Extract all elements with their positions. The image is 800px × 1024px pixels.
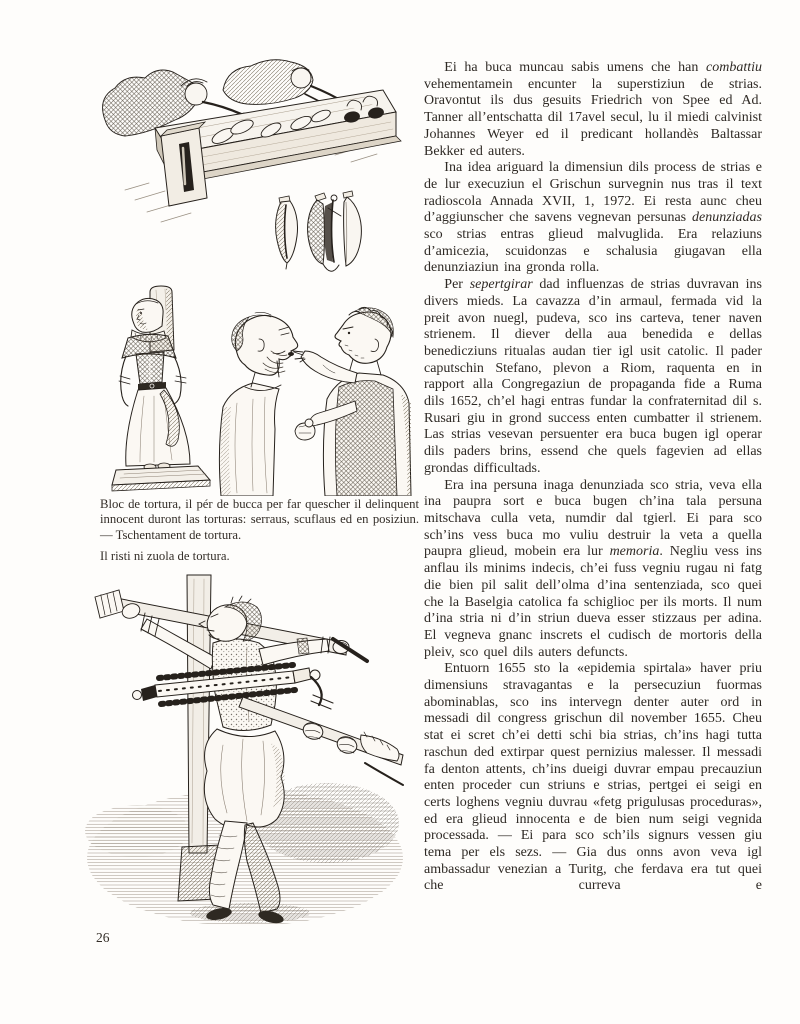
gagging-engraving — [215, 303, 413, 496]
paragraph: Per sepertgirar dad influenzas de strias duvravan ins divers mieds. La cavazza d’in armaul, fermada vid la preit avon nuegl, pudeva, sco ins carteva, tener naven strienem. Il diever della aua benedida e dellas benedicziuns ritualas audan tier igl usit catolic. Il pader caputschin Stefano, plevon a Riom, raquenta en in rapport alla Congregaziun de propaganda fide a Ruma dils 1652, ch’el hagi entras fundar la confraternitad dil s. Rusari giu in grond success enten cumbatter il strienem. Las strias vesevan persuenter era buca bugen igl operar dils paders brins, essend che quels fagevien ad ellas grondas difficultads. — [424, 277, 762, 476]
figure-caption-block: Bloc de tortura, il pér de bucca per far quescher il delinquent innocent duront las torturas: serraus, scuflaus ed en posiziun. — Tschentament de tortura. — [100, 497, 419, 542]
page-number: 26 — [96, 930, 110, 945]
paragraph: Era ina persuna inaga denunziada sco stria, veva ella ina paupra sort e buca bugen ch’ina tala persuna mitschava culla veta, numdir dal tgierl. Ei para sco sch’ins vess buca mo vuliu destruir la veta a quella paupra glieud, mobein era lur memoria. Negliu vess ins anflau ils minims indecis, ch’ei fuss vegniu rugau ni fatg die bien pil salit dell’olma d’ina sentenziada, sco quei che la Baselgia catolica fa schiglioc per ils morts. Il num d’ina stria ni d’in striun dueva esser stizzaus per adina. El vegneva gnanc inscrets el cudisch de mortoris della pleiv, sco quel dils auters defuncts. — [424, 477, 762, 660]
paragraph: Entuorn 1655 sto la «epidemia spirtala» haver priu dimensiuns stravagantas e la persecuziun fuormas abominablas, sco ins intervegn denter auter ord in messadi dil congress grischun dil november 1655. Cheu stat ei scret ch’ei detti schi bia strias, ch’ins hagi tutta raschun ded extirpar quest pernizius malesser. Il messadi fa denton attents, ch’ins dueigi duvrar empau precauziun enten proceder cun striuns e strias, pertgei ei seigi en certs loghens vegniu duvrau «fetg prigulusas proceduras», ed era glieud innocenta e de bien num seigi vegnida processada. — Ei para sco sch’ils signurs vessen giu tema per els sezs. — Gia dus onns avon veva igl ambassadur venezian a Turitg, che ferdava era tut quei che curreva e — [424, 661, 762, 894]
stocks-engraving-image — [95, 50, 415, 295]
cross-torture-engraving-image — [75, 573, 405, 935]
statue-engraving-image — [108, 284, 218, 494]
paragraph: Ei ha buca muncau sabis umens che han combattiu vehementamein encunter la superstiziun de strias. Oravontut ils dus gesuits Friedrich von Spee ed Ad. Tanner all’entschatta dil 17avel secul, lu il miedi calvinist Johannes Weyer ed il predicant hollandès Baltassar Bekker ed auters. — [424, 60, 762, 159]
stocks-engraving — [95, 50, 415, 295]
gagging-engraving-image — [215, 303, 413, 496]
paragraph: Ina idea ariguard la dimensiun dils process de strias e de lur execuziun el Grischun survegnin nus tras il text radioscola Annada XVII, 1, 1972. Ei resta aunc cheu d’aggiunscher che savens vegnevan persunas denunziadas sco strias entras glieud malvuglida. Era relaziuns d’amicezia, scuidonzas e schalusia giugavan ella denunziaziun ina gronda rolla. — [424, 160, 762, 276]
cross-torture-engraving — [75, 573, 405, 935]
article — [424, 60, 762, 895]
statue-engraving — [108, 284, 218, 494]
figure-caption-rack: Il risti ni zuola de tortura. — [100, 549, 230, 563]
